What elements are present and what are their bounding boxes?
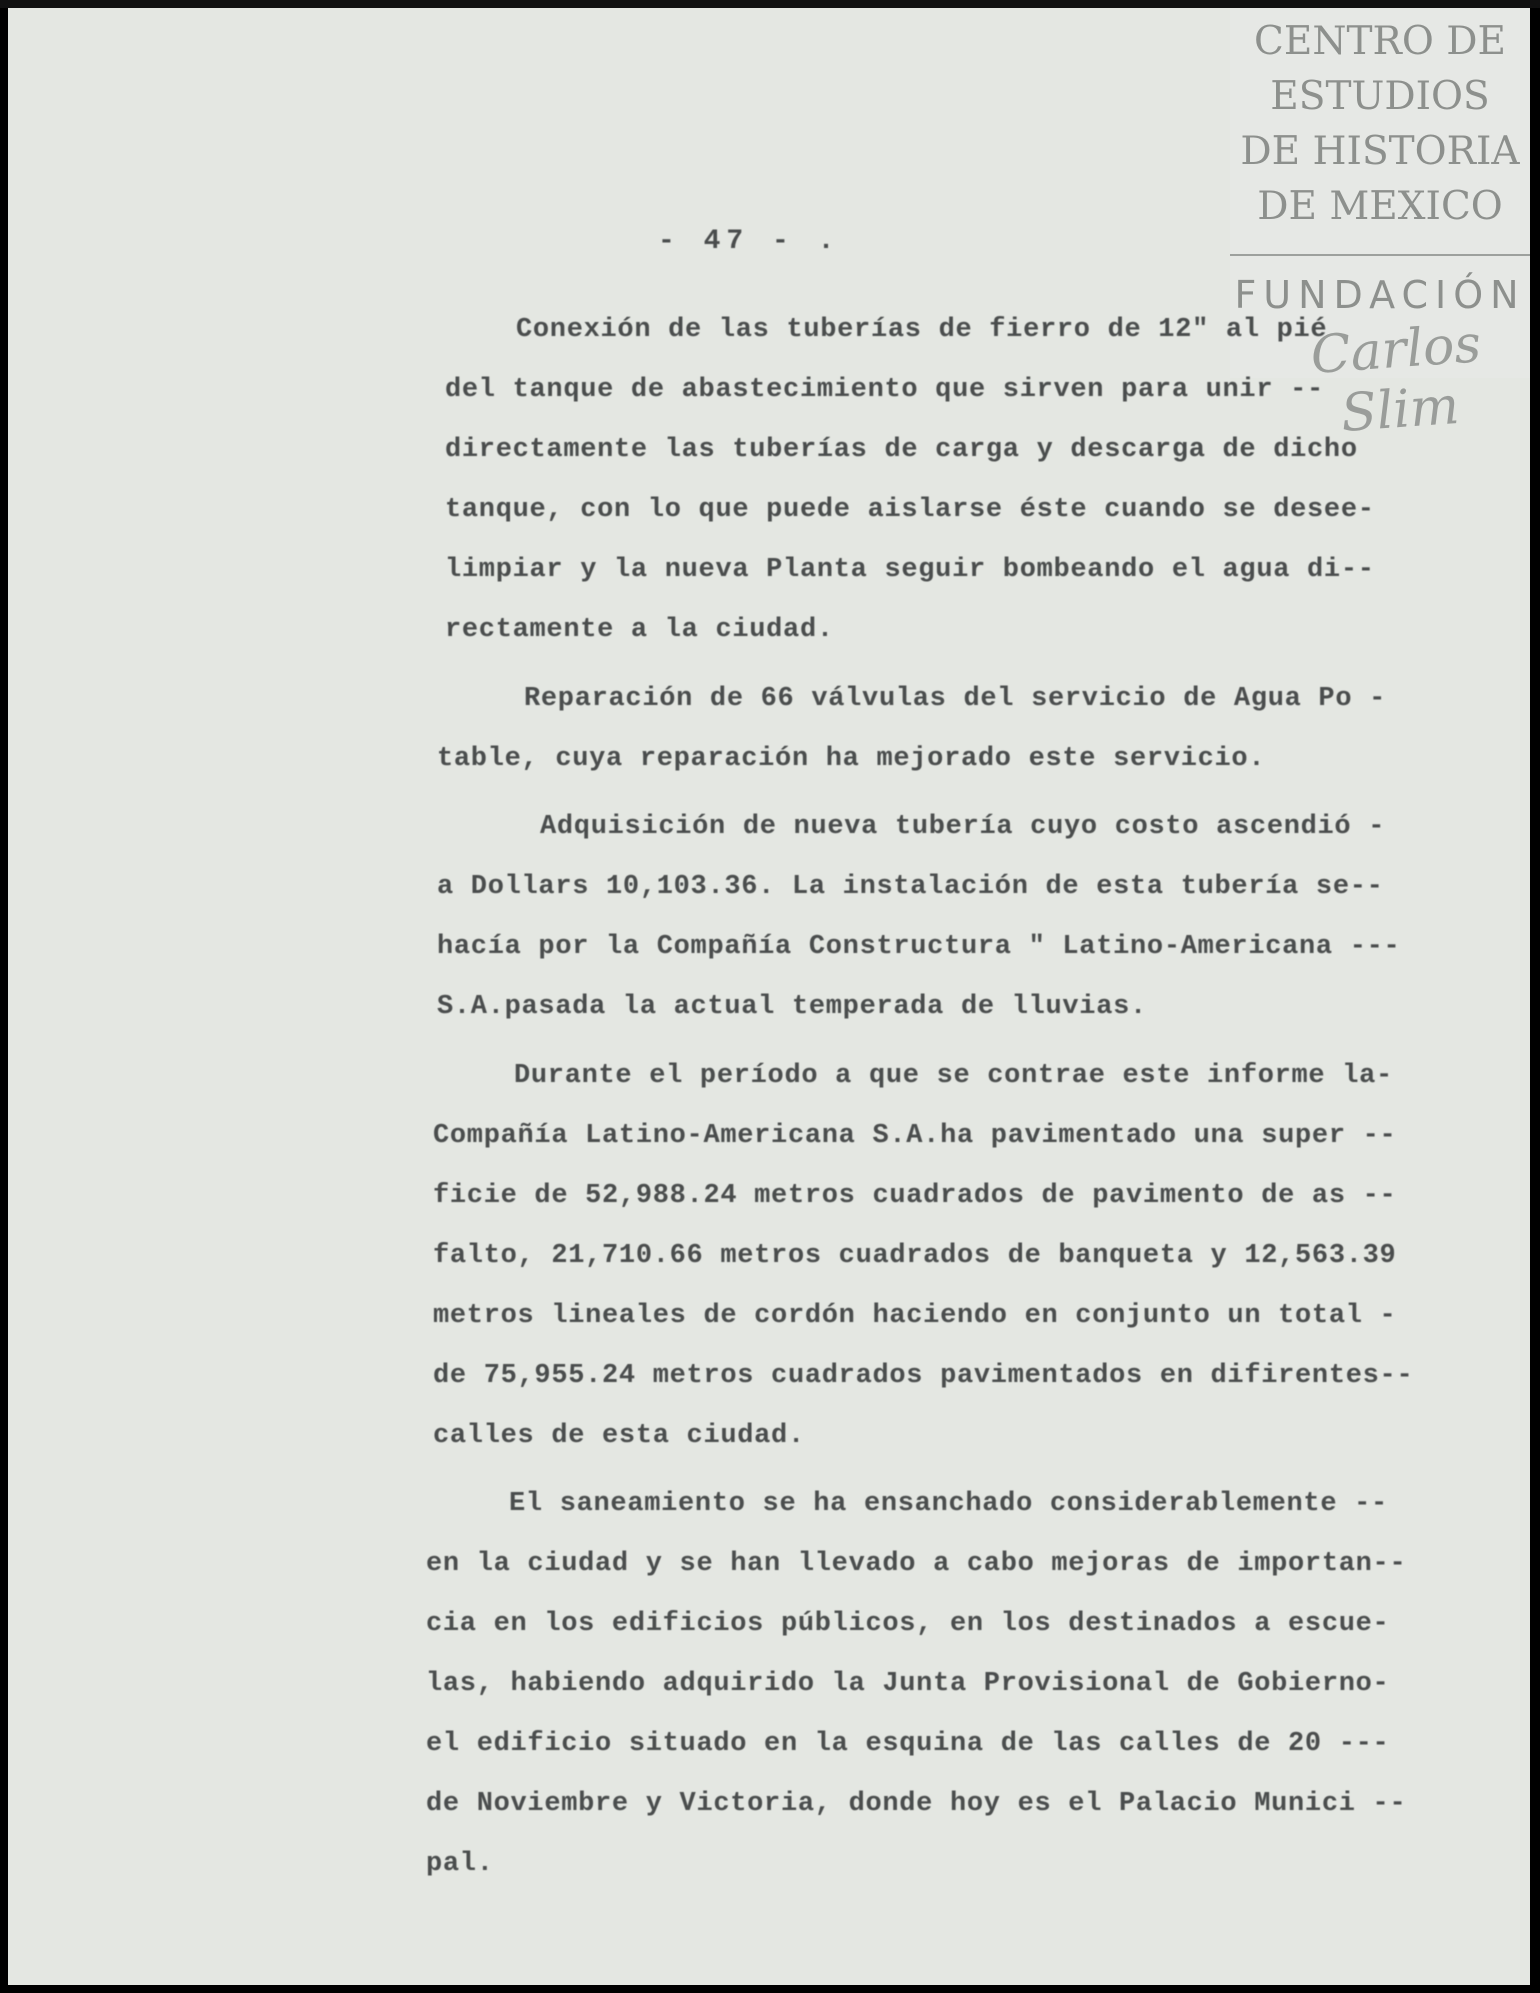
watermark-signature: Carlos Slim [1308, 314, 1483, 444]
text-line: Compañía Latino-Americana S.A.ha pavimentado una super -- [433, 1121, 1397, 1151]
text-line: rectamente a la ciudad. [445, 615, 834, 645]
text-line: ficie de 52,988.24 metros cuadrados de pavimento de as -- [433, 1181, 1397, 1211]
page-number: - 47 - . [658, 226, 841, 257]
text-line: Durante el período a que se contrae este informe la- [514, 1061, 1393, 1091]
text-line: del tanque de abastecimiento que sirven para unir -- [445, 375, 1324, 405]
watermark-foundation: FUNDACIÓN [1234, 273, 1526, 317]
text-line: calles de esta ciudad. [433, 1421, 805, 1451]
text-line: de 75,955.24 metros cuadrados pavimentados en difirentes-- [433, 1361, 1414, 1391]
text-line: cia en los edificios públicos, en los destinados a escue- [426, 1609, 1390, 1639]
watermark-line-4: DE MEXICO [1257, 184, 1503, 229]
text-line: Adquisición de nueva tubería cuyo costo ascendió - [540, 812, 1386, 842]
text-line: tanque, con lo que puede aislarse éste cuando se desee- [445, 495, 1375, 525]
text-line: metros lineales de cordón haciendo en conjunto un total - [433, 1301, 1397, 1331]
watermark-line-3: DE HISTORIA [1240, 129, 1520, 174]
text-line: Reparación de 66 válvulas del servicio de Agua Po - [524, 684, 1387, 714]
text-line: S.A.pasada la actual temperada de lluvias. [437, 992, 1147, 1022]
text-line: directamente las tuberías de carga y descarga de dicho [445, 435, 1358, 465]
text-line: limpiar y la nueva Planta seguir bombeando el agua di-- [445, 555, 1375, 585]
document-page [8, 8, 1530, 1985]
text-line: en la ciudad y se han llevado a cabo mejoras de importan-- [426, 1549, 1407, 1579]
scan-frame [0, 0, 1540, 8]
text-line: falto, 21,710.66 metros cuadrados de banqueta y 12,563.39 [433, 1241, 1397, 1271]
watermark-line-1: CENTRO DE [1254, 19, 1506, 64]
text-line: de Noviembre y Victoria, donde hoy es el Palacio Munici -- [426, 1789, 1407, 1819]
text-line: El saneamiento se ha ensanchado considerablemente -- [509, 1489, 1388, 1519]
text-line: hacía por la Compañía Constructura " Latino-Americana --- [437, 932, 1401, 962]
watermark-divider [1230, 254, 1530, 256]
text-line: pal. [426, 1849, 494, 1879]
text-line: las, habiendo adquirido la Junta Provisional de Gobierno- [426, 1669, 1390, 1699]
text-line: Conexión de las tuberías de fierro de 12" al pié [516, 315, 1328, 345]
text-line: a Dollars 10,103.36. La instalación de esta tubería se-- [437, 872, 1384, 902]
watermark-line-2: ESTUDIOS [1270, 74, 1490, 119]
text-line: table, cuya reparación ha mejorado este servicio. [437, 744, 1266, 774]
text-line: el edificio situado en la esquina de las calles de 20 --- [426, 1729, 1390, 1759]
